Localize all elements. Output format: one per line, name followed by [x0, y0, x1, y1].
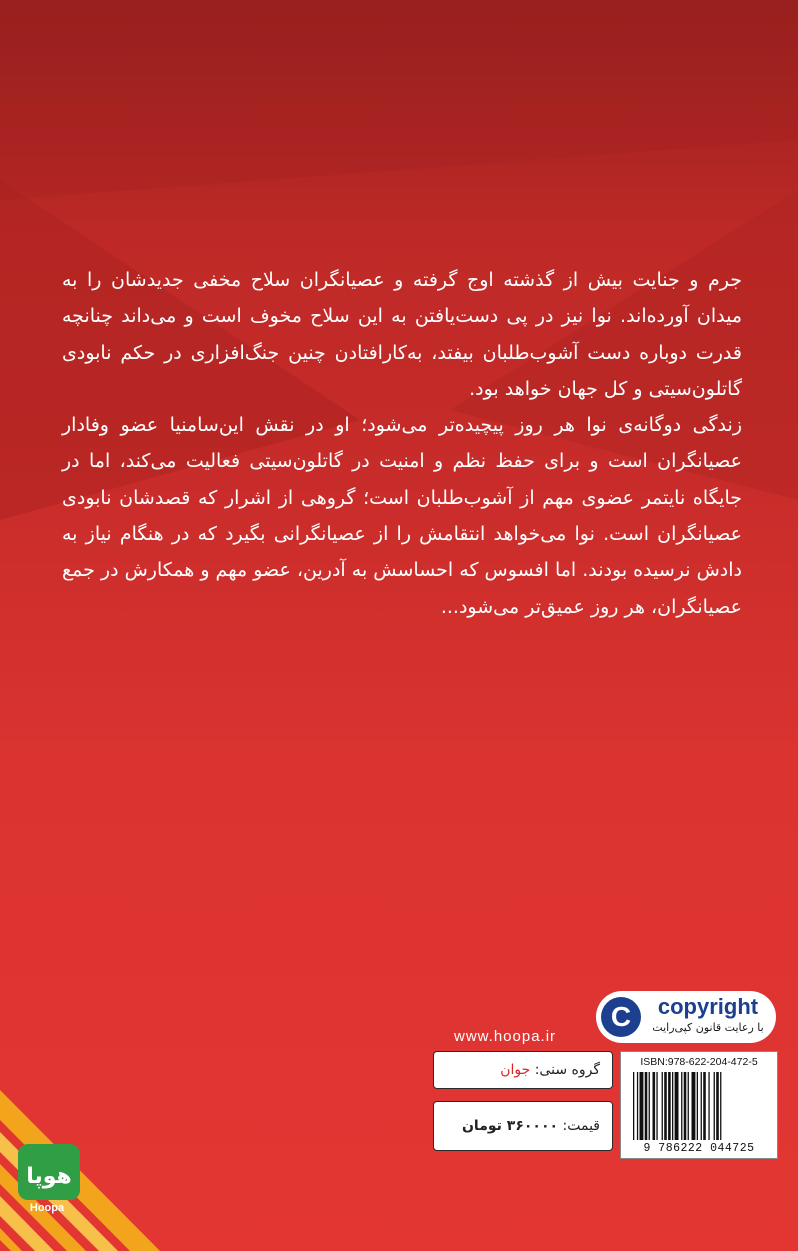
barcode-bar	[681, 1072, 682, 1140]
hoopa-logo-icon	[14, 1138, 84, 1208]
copyright-icon: C	[601, 997, 641, 1037]
price-box	[433, 1101, 613, 1151]
barcode-bar	[656, 1072, 657, 1140]
barcode-bar	[703, 1072, 706, 1140]
barcode-bar	[637, 1072, 638, 1140]
barcode-bar	[672, 1072, 673, 1140]
isbn-barcode	[620, 1051, 778, 1159]
age-group-value: جوان	[500, 1062, 531, 1078]
barcode-bar	[653, 1072, 656, 1140]
barcode-bar	[664, 1072, 667, 1140]
barcode-bar	[668, 1072, 671, 1140]
publisher-name: Hoopa	[29, 1202, 65, 1214]
blurb-paragraph-1: جرم و جنایت بیش از گذشته اوج گرفته و عصیانگران سلاح مخفی جدیدشان را به میدان آورده‌اند. نوا نیز در پی دست‌یافتن به این سلاح مخوف است و می‌داند چنانچه قدرت دوباره دست آشوب‌طلبان بیفتد، به‌کارافتادن چنین جنگ‌افزاری در حکم نابودی گاتلون‌سیتی و کل جهان خواهد بود.	[62, 269, 742, 400]
barcode-bars	[631, 1072, 769, 1140]
barcode-bar	[720, 1072, 721, 1140]
age-group-box	[433, 1051, 613, 1089]
barcode-bar	[640, 1072, 644, 1140]
barcode-bar	[714, 1072, 715, 1140]
price-label: قیمت:	[562, 1118, 600, 1134]
barcode-bar	[649, 1072, 650, 1140]
copyright-badge	[596, 991, 776, 1043]
barcode-bar	[645, 1072, 648, 1140]
barcode-bar	[633, 1072, 634, 1140]
publisher-website: www.hoopa.ir	[454, 1028, 557, 1045]
barcode-bar	[662, 1072, 663, 1140]
barcode-bar	[675, 1072, 679, 1140]
barcode-bar	[701, 1072, 702, 1140]
copyright-subtitle: با رعایت قانون کپی‌رایت	[652, 1021, 764, 1034]
isbn-text: ISBN:978-622-204-472-5	[640, 1056, 758, 1068]
barcode-bar	[684, 1072, 687, 1140]
barcode-digits: 9 786222 044725	[643, 1142, 755, 1155]
logo-wordmark: هوپا	[26, 1164, 72, 1189]
blurb-paragraph-2: زندگی دوگانه‌ی نوا هر روز پیچیده‌تر می‌شود؛ او در نقش این‌سامنیا عضو وفادار عصیانگران است و برای حفظ نظم و امنیت در گاتلون‌سیتی فعالیت می‌کند، اما در جایگاه نایتمر عضوی مهم از آشوب‌طلبان است؛ گروهی از اشرار که قصدشان نابودی عصیانگران است. نوا می‌خواهد انتقامش را از عصیانگرانی بگیرد که در هنگام نیاز به دادش نرسیده بودند. اما افسوس که احساسش به آدرین، عضو مهم و همکارش در جمع عصیانگران، هر روز عمیق‌تر می‌شود...	[62, 414, 742, 618]
age-group-label: گروه سنی:	[534, 1062, 600, 1078]
barcode-bar	[708, 1072, 709, 1140]
barcode-bar	[688, 1072, 689, 1140]
blurb-text	[62, 262, 742, 625]
copyright-title: copyright	[657, 994, 759, 1019]
barcode-bar	[692, 1072, 696, 1140]
price-value: ۳۶۰۰۰۰ تومان	[461, 1118, 559, 1134]
barcode-bar	[697, 1072, 698, 1140]
barcode-bar	[716, 1072, 719, 1140]
